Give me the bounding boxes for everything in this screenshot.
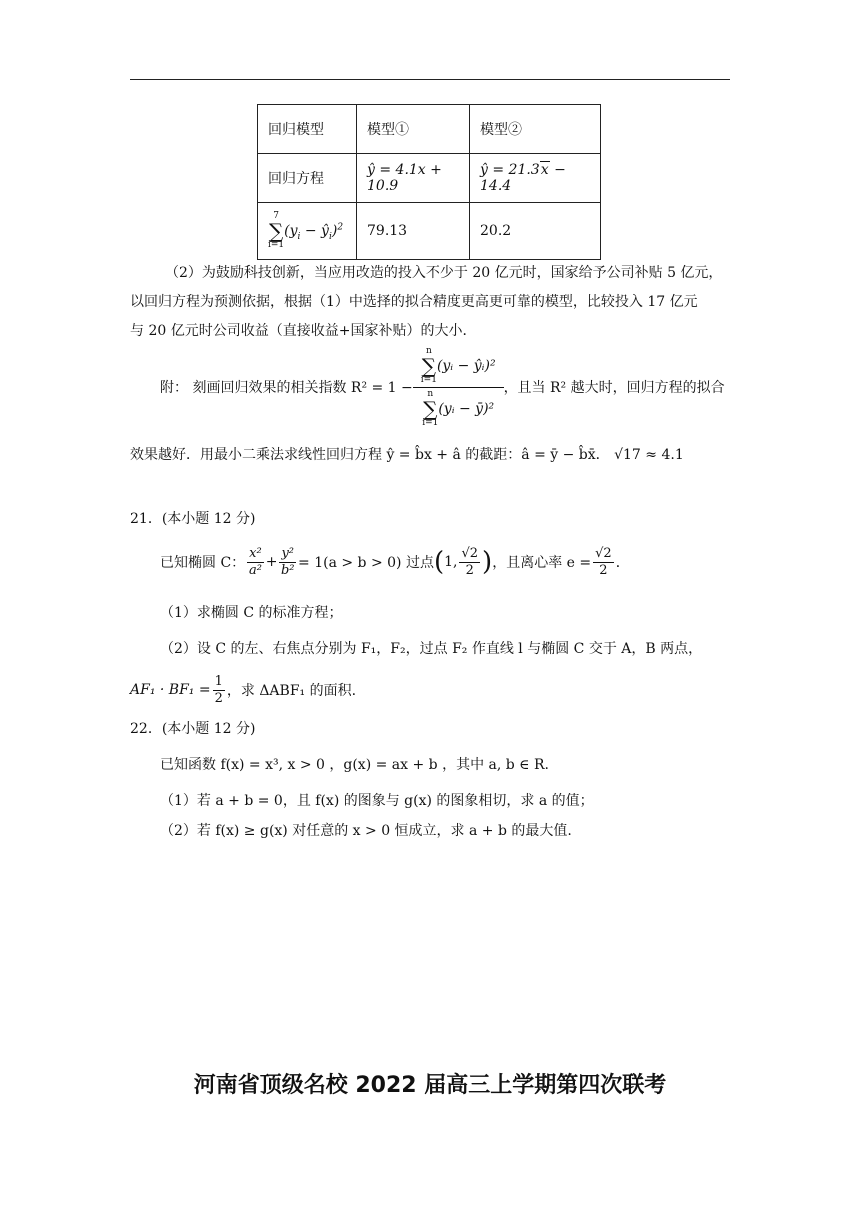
sum-lower: i=1	[422, 417, 439, 428]
sqrt-x: x	[540, 162, 549, 178]
denominator-expr: (yᵢ − ȳ)²	[438, 400, 495, 417]
q20-part2-line3: 与 20 亿元时公司收益（直接收益+国家补贴）的大小．	[130, 323, 477, 339]
eccentricity-pre: ，且离心率 e =	[492, 555, 592, 571]
table-cell-label	[258, 203, 357, 260]
sum-upper: n	[425, 345, 432, 356]
model1-equation: ŷ = 4.1x + 10.9	[357, 154, 470, 203]
table-header-cell: 模型①	[357, 105, 470, 154]
q22-part1: （1）若 a + b = 0，且 f(x) 的图象与 g(x) 的图象相切，求 a 的值；	[160, 793, 594, 809]
table-cell-label: 回归方程	[258, 154, 357, 203]
sum-symbol: 7 ∑ i=1	[268, 211, 285, 250]
footer-title: 河南省顶级名校 2022 届高三上学期第四次联考	[193, 1073, 667, 1098]
note-prefix: 附： 刻画回归效果的相关指数 R² = 1 −	[160, 380, 413, 396]
sum-upper: 7	[273, 211, 279, 221]
q22-header: 22．(本小题 12 分)	[130, 721, 256, 737]
q21-part2-line1: （2）设 C 的左、右焦点分别为 F₁，F₂，过点 F₂ 作直线 l 与椭圆 C 交于 A，B 两点，	[160, 641, 703, 657]
fraction-denominator: b²	[280, 562, 295, 578]
sum-upper: n	[427, 388, 434, 399]
model2-eq-post: − 14.4	[480, 162, 566, 194]
q20-part2-line1: （2）为鼓励科技创新，当应用改造的投入不少于 20 亿元时，国家给予公司补贴 5 亿元，	[165, 265, 723, 281]
table-row	[258, 105, 601, 154]
model1-sse: 79.13	[357, 203, 470, 260]
half-fraction	[213, 674, 225, 707]
q20-note-line2: 效果越好．用最小二乘法求线性回归方程 ŷ = b̂x + â 的截距：â = ȳ − b̂x̄． √17 ≈ 4.1	[130, 447, 684, 463]
vector-product: AF₁ · BF₁ =	[130, 682, 211, 698]
eccentricity-post: ．	[615, 555, 630, 571]
model2-sse: 20.2	[470, 203, 601, 260]
eccentricity-fraction	[593, 546, 614, 579]
fraction-denominator: a²	[248, 562, 262, 578]
r-squared-fraction	[413, 347, 504, 428]
fraction-x	[247, 546, 264, 579]
note-suffix: ，且当 R² 越大时，回归方程的拟合	[503, 380, 725, 396]
fraction-numerator: y²	[281, 545, 295, 561]
fraction-numerator: x²	[249, 545, 262, 561]
q21-part2-line2	[130, 670, 356, 710]
fraction-denominator: 2	[599, 562, 608, 578]
q21-stem: 已知椭圆 C： $\frac{\text{x²}}{\text{a²}}$ + $\frac{\text{y²}}{\text{b²}}$ = 1(a > b > 0) 过点 ( 1, $\frac{√2}{2}$ ) ，且离心率 e = $\frac{√2}{2}$ ．	[160, 545, 630, 578]
sum-lower: i=1	[268, 240, 285, 250]
sum-lower: i=1	[420, 374, 437, 385]
fraction-numerator	[413, 347, 504, 388]
fraction-y	[279, 546, 296, 579]
table-row	[258, 203, 601, 260]
numerator-expr: (yᵢ − ŷᵢ)²	[436, 357, 496, 374]
sse-expression: ($y_i$ − $ŷ_i)^2$	[284, 222, 344, 242]
q21-header: 21．(本小题 12 分)	[130, 511, 256, 527]
fraction-numerator: √2	[595, 545, 612, 561]
fraction-denominator	[413, 388, 504, 428]
q20-note	[160, 345, 725, 428]
q22-part2: （2）若 f(x) ≥ g(x) 对任意的 x > 0 恒成立，求 a + b 的最大值.	[160, 823, 572, 839]
q21-stem-pre: 已知椭圆 C：	[160, 555, 246, 571]
q21-part1: （1）求椭圆 C 的标准方程；	[160, 605, 343, 621]
fraction-numerator: √2	[461, 545, 479, 561]
table-header-cell: 模型②	[470, 105, 601, 154]
fraction-denominator: 2	[465, 562, 474, 578]
q21-part2-post: ，求 ΔABF₁ 的面积.	[226, 683, 357, 699]
model2-equation	[470, 154, 601, 203]
ellipse-post: = 1(a > b > 0) 过点	[298, 555, 434, 571]
fraction-numerator: 1	[214, 673, 223, 689]
model2-eq-pre: ŷ = 21.3	[480, 162, 540, 178]
table-header-cell: 回归模型	[258, 105, 357, 154]
table-row	[258, 154, 601, 203]
point-fraction	[459, 546, 480, 579]
q22-stem: 已知函数 f(x) = x³, x > 0 ，g(x) = ax + b ，其中 a, b ∈ R.	[160, 757, 549, 773]
fraction-denominator: 2	[214, 690, 223, 706]
regression-table	[257, 104, 601, 260]
sum-symbol: n ∑ i=1	[422, 388, 439, 428]
header-rule	[130, 79, 730, 80]
sum-symbol: n ∑ i=1	[420, 345, 437, 385]
q20-part2-line2: 以回归方程为预测依据，根据（1）中选择的拟合精度更高更可靠的模型，比较投入 17 亿元	[130, 294, 698, 310]
point-coordinate: 1,	[444, 554, 458, 570]
